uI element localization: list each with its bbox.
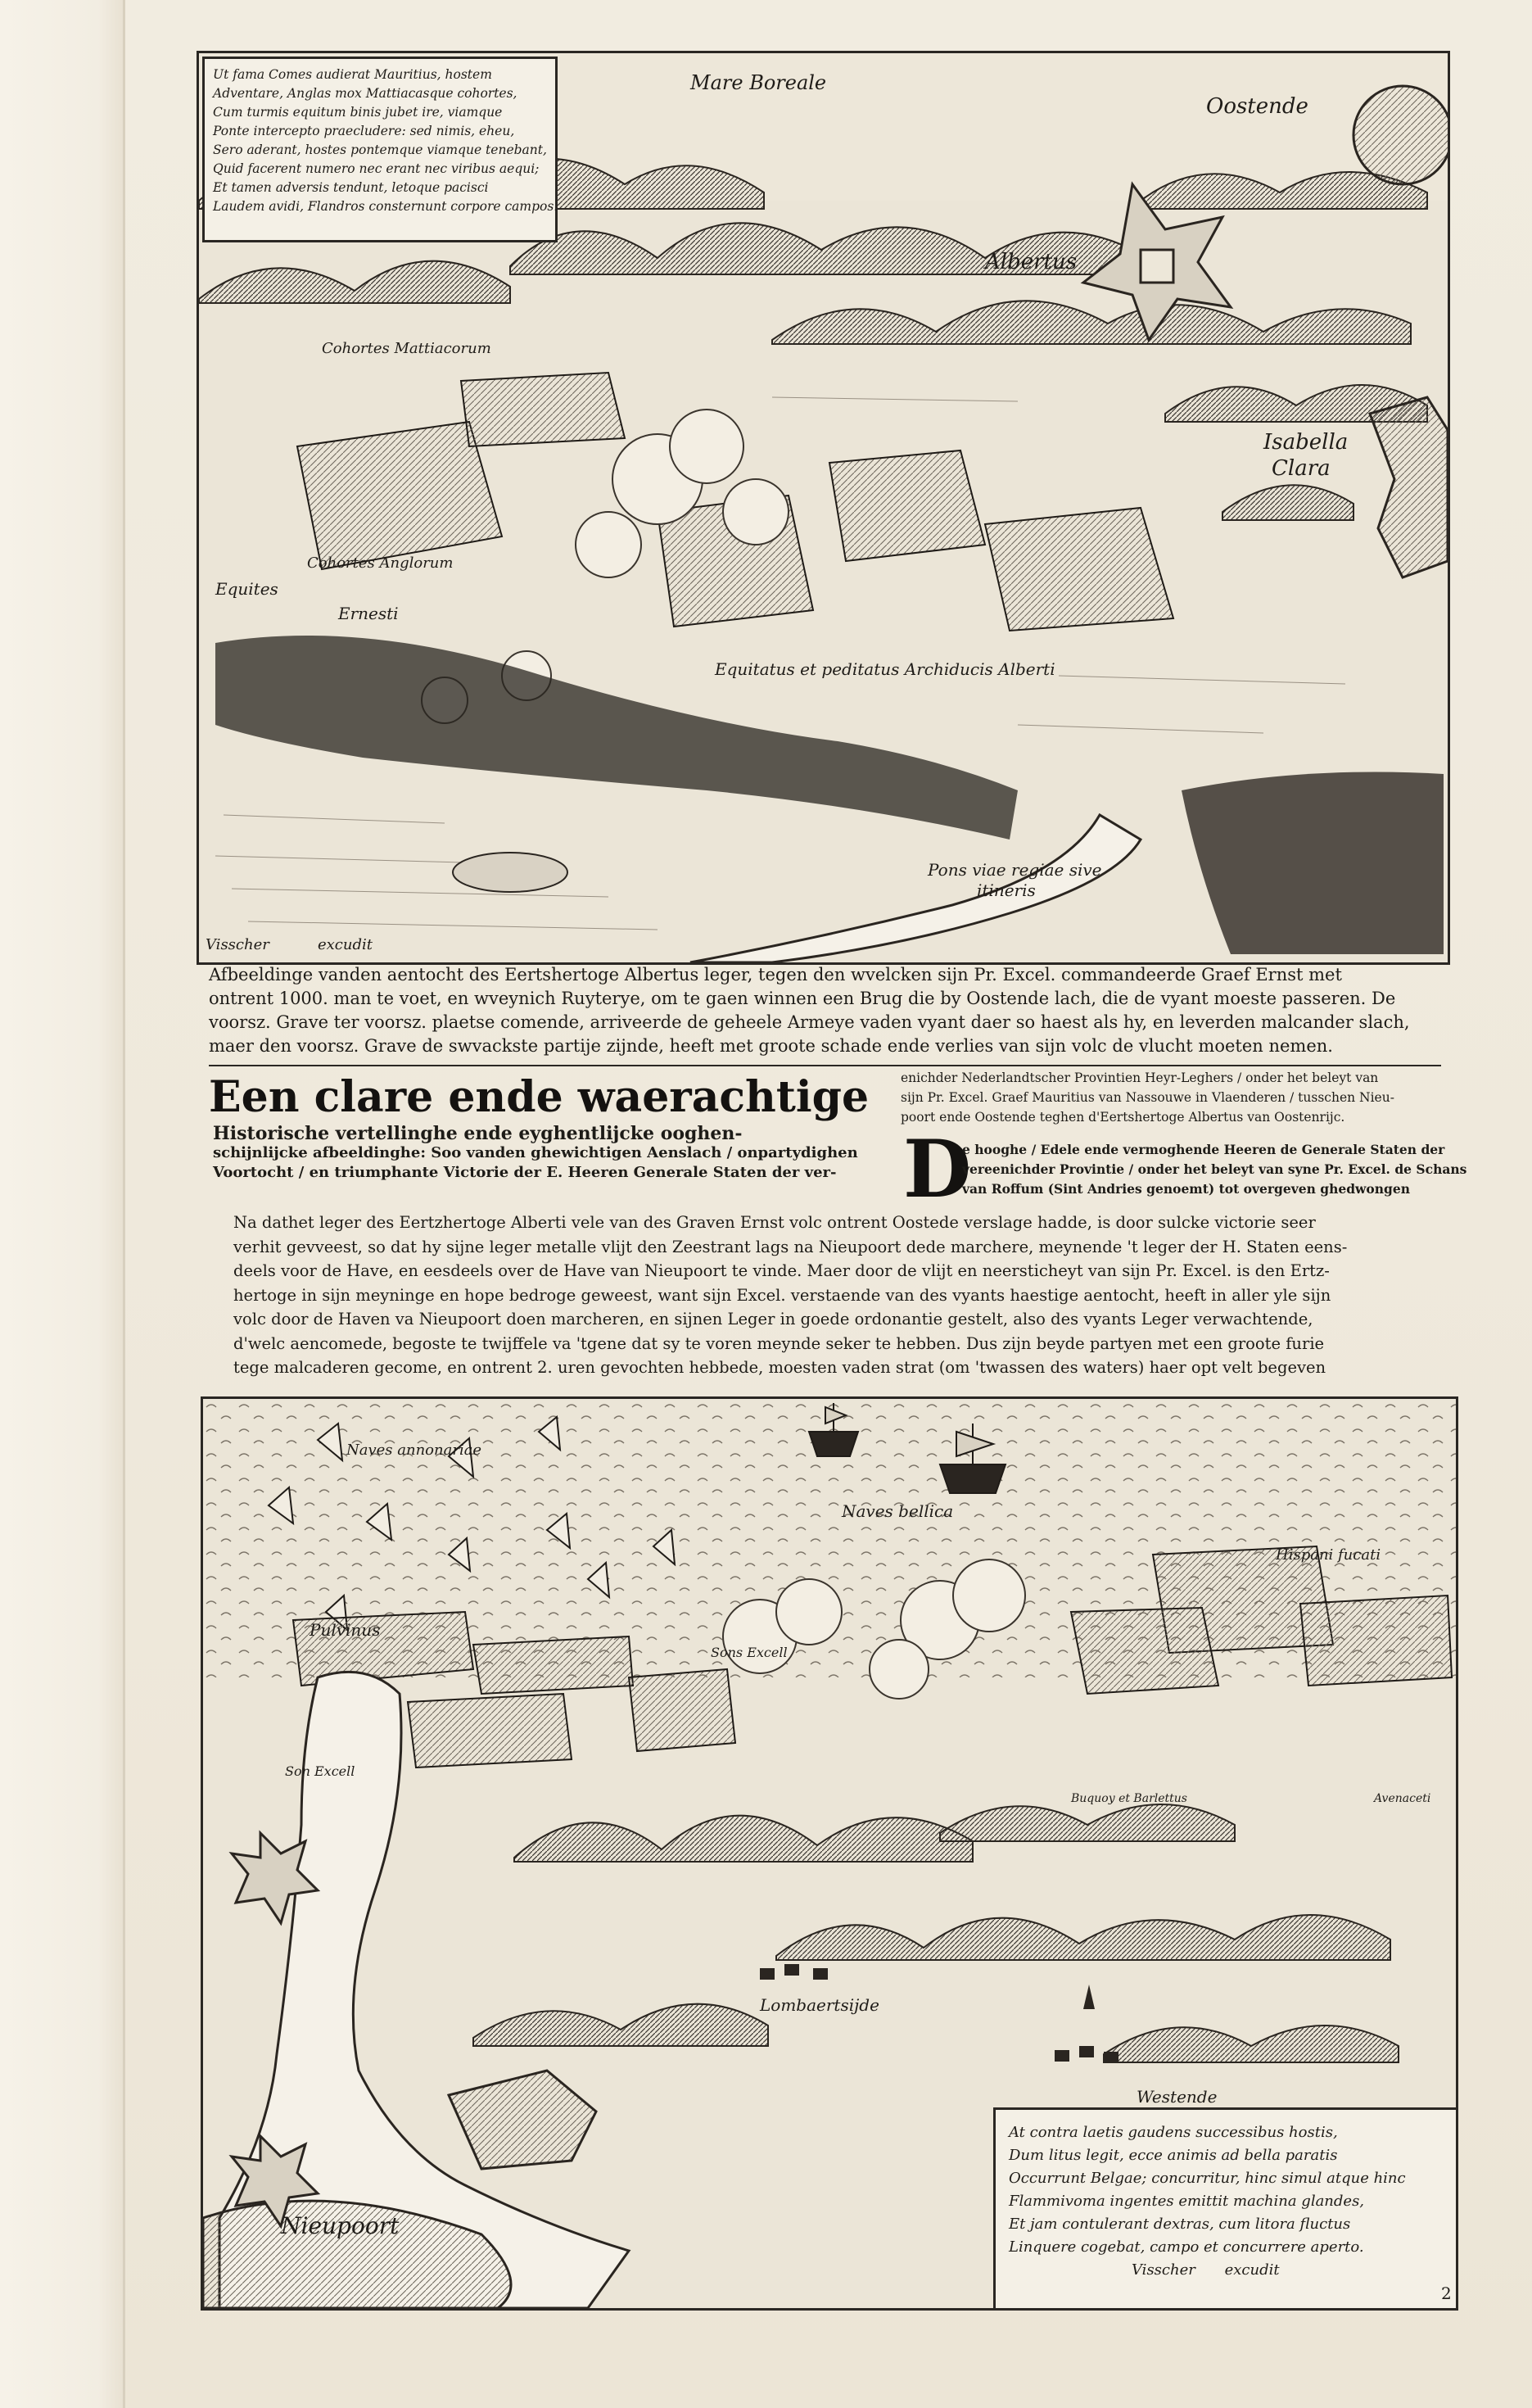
- cavalry-mass: [215, 636, 1444, 954]
- dropcap-line: van Roffum (Sint Andries genoemt) tot overgeven ghedwongen: [962, 1181, 1410, 1197]
- label-hispani: Hispani fucati: [1276, 1546, 1381, 1564]
- dunes-bottom: [473, 1804, 1399, 2062]
- label-avenaceti: Avenaceti: [1374, 1792, 1431, 1805]
- top-latin-cartouche: [202, 57, 558, 242]
- cartouche-signature: [1009, 2259, 1451, 2282]
- cartouche-line: Adventare, Anglas mox Mattiacasque cohortes,: [213, 86, 517, 101]
- cartouche-line: At contra laetis gaudens successibus hostis,: [1009, 2124, 1338, 2141]
- label-clara: Clara: [1272, 456, 1331, 481]
- label-oostende: Oostende: [1206, 94, 1308, 119]
- label-buquoy: Buquoy et Barlettus: [1071, 1792, 1187, 1805]
- cartouche-line: Occurrunt Belgae; concurritur, hinc simul atque hinc: [1009, 2170, 1406, 2187]
- cartouche-line: Laudem avidi, Flandros consternunt corpore campos.: [213, 199, 558, 214]
- body-line: d'welc aencomede, begoste te twijffele va 'tgene dat sy te voren meynde seker te hebben. Dus zijn beyde partyen met een groote furie: [233, 1333, 1325, 1353]
- label-son-excell: Son Excell: [285, 1763, 355, 1779]
- cartouche-line: Sero aderant, hostes pontemque viamque tenebant,: [213, 143, 547, 157]
- body-text: [233, 1211, 1441, 1380]
- label-cohortes-anglorum: Cohortes Anglorum: [307, 554, 454, 572]
- headline-right-line: poort ende Oostende teghen d'Eertshertoge Albertus van Oostenrijc.: [901, 1110, 1345, 1125]
- top-map-panel: [197, 51, 1450, 965]
- label-nieupoort: Nieupoort: [281, 2212, 400, 2239]
- cartouche-line: Flammivoma ingentes emittit machina glandes,: [1009, 2193, 1365, 2210]
- dropcap-line: e hooghe / Edele ende vermoghende Heeren de Generale Staten der: [962, 1142, 1445, 1157]
- label-pons-2: itineris: [977, 880, 1036, 900]
- label-ernesti: Ernesti: [338, 604, 399, 623]
- caption-line: ontrent 1000. man te voet, en wveynich Ruyterye, om te gaen winnen een Brug die by Oostende lach, die de vyant moeste passeren. De: [209, 989, 1396, 1008]
- bottom-map-panel: [201, 1396, 1458, 2311]
- subtitle-line: schijnlijcke afbeeldinghe: Soo vanden ghewichtigen Aenslach / onpartydighen: [213, 1144, 858, 1161]
- subtitle-line: Historische vertellinghe ende eyghentlijcke ooghen-: [213, 1123, 743, 1144]
- cartouche-line: Et jam contulerant dextras, cum litora fluctus: [1009, 2216, 1351, 2233]
- label-sons-excell: Sons Excell: [711, 1645, 788, 1660]
- body-line: tege malcaderen gecome, en ontrent 2. uren gevochten hebbede, moesten vaden strat (om 'twassen des waters) haer opt velt begeven: [233, 1358, 1326, 1377]
- dropcap-line: vereenichder Provintie / onder het beleyt van syne Pr. Excel. de Schans: [962, 1161, 1467, 1177]
- label-cohortes-mattiacorum: Cohortes Mattiacorum: [322, 340, 491, 357]
- oostende-town-shape: [1353, 86, 1448, 184]
- top-caption: [209, 963, 1441, 1058]
- headline-right-line: sijn Pr. Excel. Graef Mauritius van Nassouwe in Vlaenderen / tusschen Nieu-: [901, 1090, 1394, 1105]
- body-line: Na dathet leger des Eertzhertoge Alberti vele van des Graven Ernst volc ontrent Oostede verslage hadde, is door sulcke victorie seer: [233, 1213, 1316, 1232]
- body-line: verhit gevveest, so dat hy sijne leger metalle vlijt den Zeestrant lags na Nieupoort dede marchere, meynende 't leger der H. Staten eens-: [233, 1237, 1348, 1256]
- divider-rule: [209, 1065, 1441, 1066]
- cartouche-line: Ut fama Comes audierat Mauritius, hostem: [213, 67, 492, 82]
- label-westende: Westende: [1137, 2087, 1218, 2107]
- dropcap-letter: D: [903, 1123, 972, 1215]
- body-line: deels voor de Have, en eesdeels over de Have van Nieupoort te vinde. Maer door de vlijt en neersticheyt van sijn Pr. Excel. is den Ertz-: [233, 1261, 1330, 1280]
- body-line: volc door de Haven va Nieupoort doen marcheren, en sijnen Leger in goede ordonantie gestelt, also des vyants Leger verwachtende,: [233, 1310, 1313, 1328]
- cartouche-line: Dum litus legit, ecce animis ad bella paratis: [1009, 2147, 1338, 2164]
- label-lombaertsijde: Lombaertsijde: [760, 1995, 879, 2015]
- top-publisher-signature: Visscher: [206, 936, 269, 953]
- headline-right-block: [901, 1068, 1441, 1127]
- fort-isabella-shape: [1370, 397, 1448, 577]
- headline-right-line: enichder Nederlandtscher Provintien Heyr-Leghers / onder het beleyt van: [901, 1070, 1379, 1085]
- cartouche-line: Linquere cogebat, campo et concurrere aperto.: [1009, 2238, 1364, 2256]
- subtitle-line: Voortocht / en triumphante Victorie der E. Heeren Generale Staten der ver-: [213, 1164, 837, 1181]
- bridge-road: [690, 815, 1141, 962]
- body-line: hertoge in sijn meyninge en hope bedroge geweest, want sijn Excel. verstaende van des vyants haestige aentocht, heeft in aller yle sijn: [233, 1285, 1331, 1305]
- dropcap-text: [962, 1140, 1467, 1199]
- page-number: 2: [1441, 2284, 1452, 2303]
- caption-line: maer den voorsz. Grave de swvackste partije zijnde, heeft met groote schade ende verlies van sijn volc de vlucht moeten nemen.: [209, 1036, 1333, 1056]
- label-equitatus: Equitatus et peditatus Archiducis Alberti: [715, 659, 1055, 679]
- label-albertus: Albertus: [985, 250, 1078, 274]
- top-excudit: excudit: [318, 936, 373, 953]
- cartouche-line: Quid facerent numero nec erant nec viribus aequi;: [213, 161, 540, 176]
- cartouche-line: Ponte intercepto praecludere: sed nimis, eheu,: [213, 124, 515, 138]
- headline-subtitle: [213, 1124, 868, 1183]
- label-mare-boreale: Mare Boreale: [690, 71, 827, 94]
- cartouche-line: Et tamen adversis tendunt, letoque pacisci: [213, 180, 489, 195]
- label-equites: Equites: [215, 579, 278, 599]
- bottom-excudit: excudit: [1224, 2261, 1280, 2279]
- fallen-horse: [453, 853, 567, 892]
- headline-title: Een clare ende waerachtige: [209, 1072, 870, 1122]
- label-naves-bellicae: Naves bellica: [842, 1501, 954, 1521]
- caption-line: Afbeeldinge vanden aentocht des Eertshertoge Albertus leger, tegen den wvelcken sijn Pr. Excel. commandeerde Graef Ernst met: [209, 965, 1342, 984]
- label-naves-annonariae: Naves annonariae: [346, 1442, 482, 1459]
- bottom-publisher-signature: Visscher: [1132, 2261, 1195, 2279]
- caption-line: voorsz. Grave ter voorsz. plaetse comende, arriveerde de geheele Armeye vaden vyant daer so haest als hy, en leverden malcander slach,: [209, 1012, 1410, 1032]
- cartouche-line: Cum turmis equitum binis jubet ire, viamque: [213, 105, 503, 120]
- bottom-latin-cartouche: [993, 2107, 1458, 2311]
- label-isabella: Isabella: [1263, 430, 1349, 455]
- label-pulvinus: Pulvinus: [310, 1620, 381, 1640]
- paper-margin-strip: [0, 0, 125, 2408]
- label-pons-1: Pons viae regiae sive: [928, 860, 1102, 880]
